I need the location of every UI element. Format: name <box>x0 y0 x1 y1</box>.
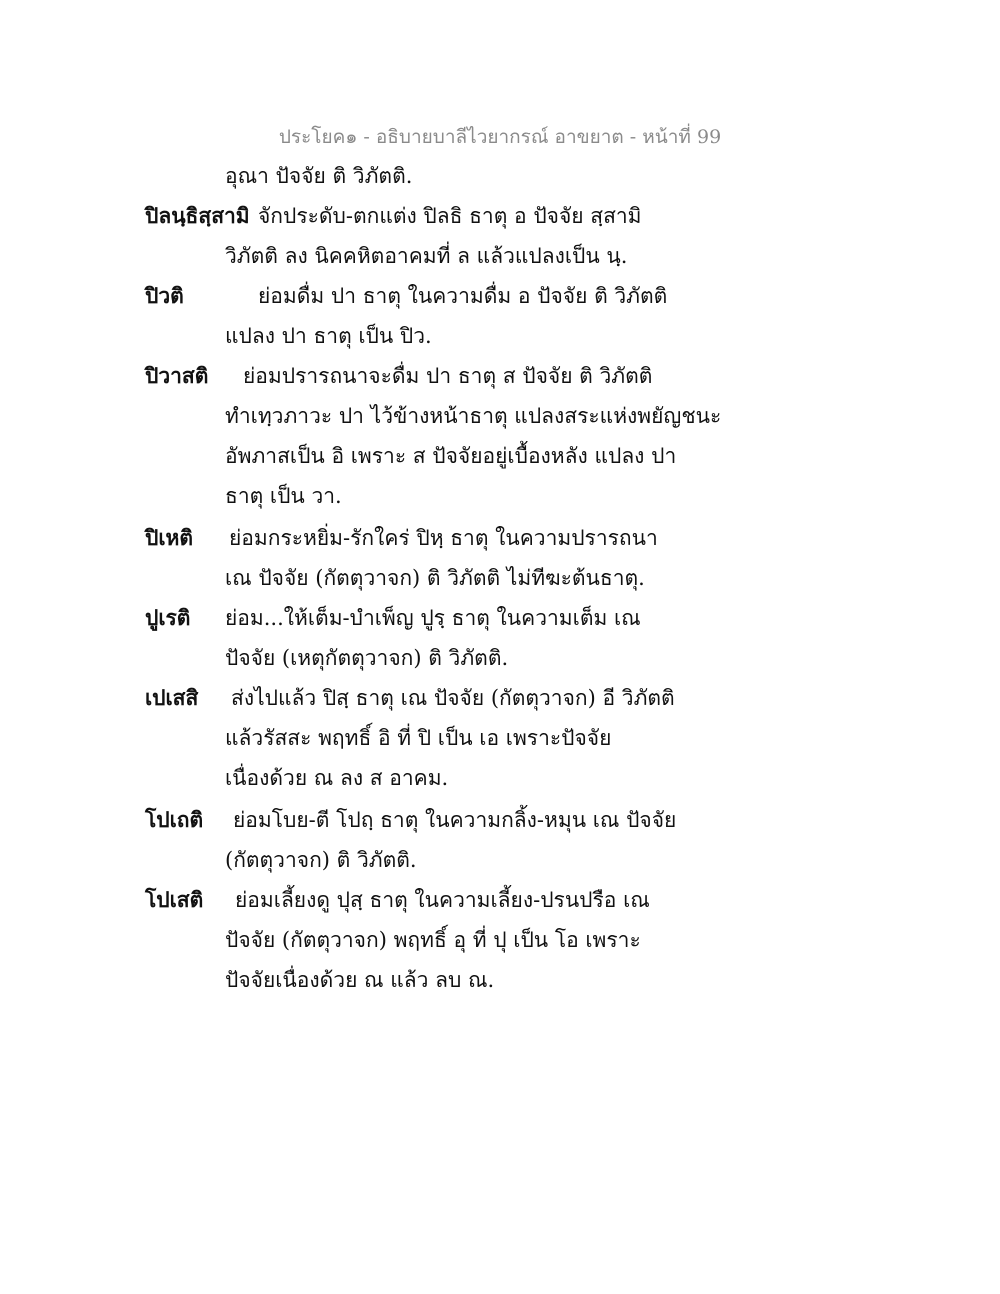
entry-term: โปเสติ <box>145 887 204 912</box>
entry-line: ย่อมโบย-ตี โปถฺ ธาตุ ในความกลิ้ง-หมุน เณ ปัจจัย <box>233 808 677 832</box>
entry-line: วิภัตติ ลง นิคคหิตอาคมที่ ล แล้วแปลงเป็น นฺ. <box>225 244 628 268</box>
entry-term: ปิวติ <box>145 283 184 308</box>
page-header: ประโยค๑ - อธิบายบาลีไวยากรณ์ อาขยาต - หน้าที่ 99 <box>278 126 722 148</box>
entry-line: ย่อมกระหยิ่ม-รักใคร่ ปิหฺ ธาตุ ในความปรารถนา <box>229 526 658 550</box>
entry-term: เปเสสิ <box>145 685 199 710</box>
entry-term: ปิวาสติ <box>145 363 209 388</box>
entry-term: ปิลนฺธิสฺสามิ <box>145 203 250 228</box>
entry-line: อุณา ปัจจัย ติ วิภัตติ. <box>225 164 413 188</box>
entry-line: ย่อมดื่ม ปา ธาตุ ในความดื่ม อ ปัจจัย ติ วิภัตติ <box>258 284 668 308</box>
entry-term: ปิเหติ <box>145 525 193 550</box>
entry-term: โปเถติ <box>145 807 204 832</box>
entry-line: ปัจจัย (เหตุกัตตุวาจก) ติ วิภัตติ. <box>225 646 509 670</box>
entry-line: ส่งไปแล้ว ปิสฺ ธาตุ เณ ปัจจัย (กัตตุวาจก) อี วิภัตติ <box>231 686 675 710</box>
entry-line: ปัจจัยเนื่องด้วย ณ แล้ว ลบ ณ. <box>225 968 495 992</box>
entry-line: เณ ปัจจัย (กัตตุวาจก) ติ วิภัตติ ไม่ทีฆะต้นธาตุ. <box>225 566 645 590</box>
entry-line: อัพภาสเป็น อิ เพราะ ส ปัจจัยอยู่เบื้องหลัง แปลง ปา <box>225 444 677 468</box>
entry-line: (กัตตุวาจก) ติ วิภัตติ. <box>225 848 417 872</box>
entry-line: ย่อมปรารถนาจะดื่ม ปา ธาตุ ส ปัจจัย ติ วิภัตติ <box>243 364 653 388</box>
entry-line: เนื่องด้วย ณ ลง ส อาคม. <box>225 766 449 790</box>
entry-line: แล้วรัสสะ พฤทธิ์ อิ ที่ ปิ เป็น เอ เพราะปัจจัย <box>225 726 612 750</box>
entry-line: ธาตุ เป็น วา. <box>225 484 342 508</box>
entry-term: ปูเรติ <box>145 605 191 630</box>
entry-line: ย่อม...ให้เต็ม-บำเพ็ญ ปูรฺ ธาตุ ในความเต็ม เณ <box>225 606 641 630</box>
entry-line: ทำเทฺวภาวะ ปา ไว้ข้างหน้าธาตุ แปลงสระแห่งพยัญชนะ <box>225 404 722 428</box>
entry-line: จักประดับ-ตกแต่ง ปิลธิ ธาตุ อ ปัจจัย สฺสามิ <box>258 204 642 228</box>
entry-line: แปลง ปา ธาตุ เป็น ปิว. <box>225 324 432 348</box>
entry-line: ปัจจัย (กัตตุวาจก) พฤทธิ์ อุ ที่ ปุ เป็น โอ เพราะ <box>225 928 641 952</box>
entry-line: ย่อมเลี้ยงดู ปุสฺ ธาตุ ในความเลี้ยง-ปรนปรือ เณ <box>235 888 650 912</box>
